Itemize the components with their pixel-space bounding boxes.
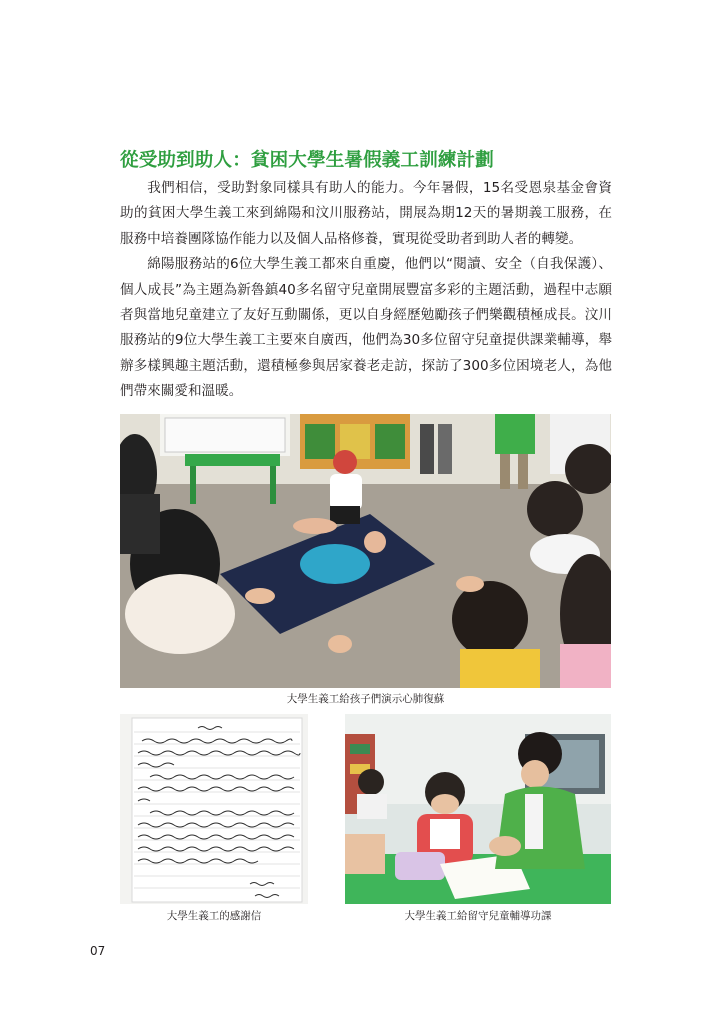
page-number: 07 bbox=[90, 944, 106, 958]
tutoring-photo bbox=[345, 714, 611, 904]
paragraph-2: 綿陽服務站的6位大學生義工都來自重慶，他們以“閱讀、安全（自我保護）、個人成長”為主題為新魯鎮40多名留守兒童開展豐富多彩的主題活動，過程中志願者與當地兒童建立了友好互動關係，更以自身經歷勉勵孩子們樂觀積極成長。汶川服務站的9位大學生義工主要來自廣西，他們為30多位留守兒童提供課業輔導，舉辦多樣興趣主題活動，還積極參與居家養老走訪，探訪了300多位困境老人，為他們帶來關愛和溫暖。 bbox=[120, 256, 612, 400]
tutoring-caption: 大學生義工給留守兒童輔導功課 bbox=[404, 910, 552, 922]
cpr-demo-photo bbox=[120, 414, 611, 688]
cpr-photo-caption: 大學生義工給孩子們演示心肺復蘇 bbox=[286, 693, 445, 705]
article-body bbox=[120, 176, 612, 405]
letter-caption: 大學生義工的感謝信 bbox=[166, 910, 262, 922]
thank-you-letter-image bbox=[120, 714, 308, 904]
paragraph-1: 我們相信，受助對象同樣具有助人的能力。今年暑假，15名受恩泉基金會資助的貧困大學生義工來到綿陽和汶川服務站，開展為期12天的暑期義工服務，在服務中培養團隊協作能力以及個人品格修養，實現從受助者到助人者的轉變。 bbox=[120, 180, 612, 247]
article-title: 從受助到助人：貧困大學生暑假義工訓練計劃 bbox=[120, 150, 495, 171]
